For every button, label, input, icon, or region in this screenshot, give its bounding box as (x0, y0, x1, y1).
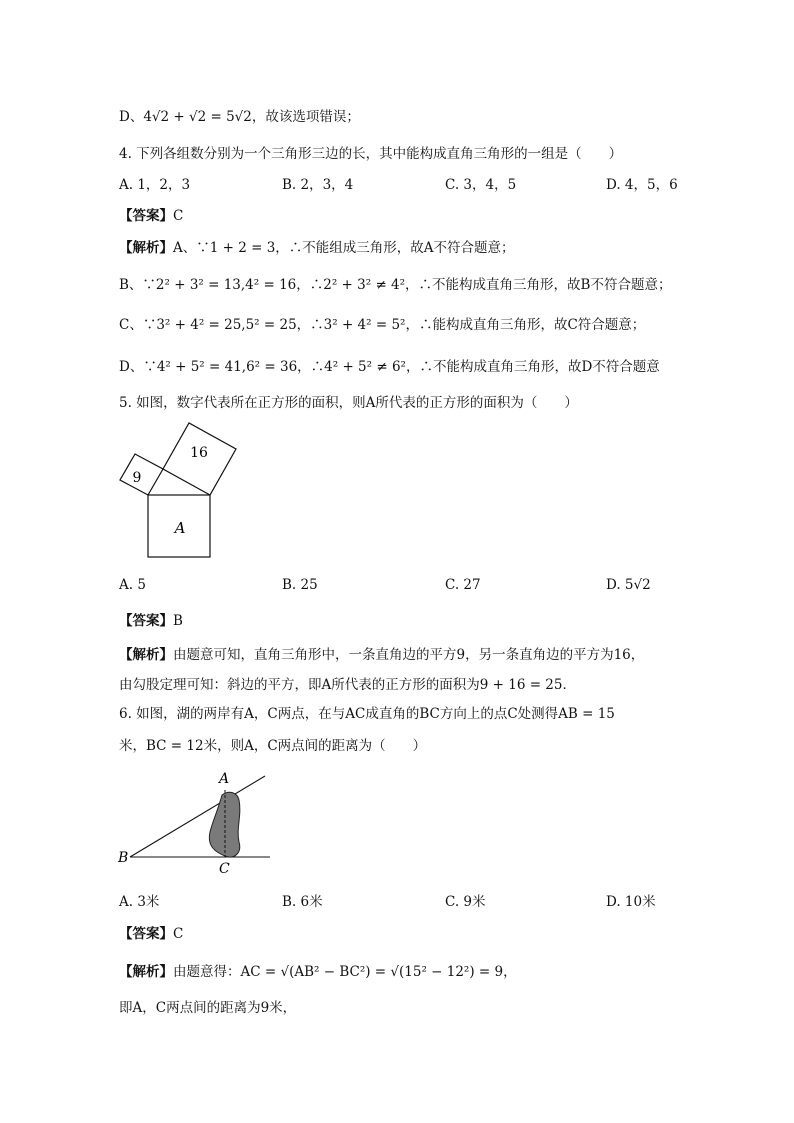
analysis-label: 【解析】 (119, 240, 173, 256)
q5-answer (119, 611, 183, 631)
q4-option-d: D. 4，5，6 (606, 177, 678, 193)
answer-label: 【答案】 (119, 613, 173, 629)
q5-figure (118, 420, 248, 560)
q4-analysis-a: 【解析】A、∵1 + 2 = 3，∴不能组成三角形，故A不符合题意； (119, 240, 515, 256)
square-9 (120, 454, 163, 495)
q6-option-d: D. 10米 (606, 894, 656, 910)
q4-analysis-d: D、∵4² + 5² = 41,6² = 36，∴4² + 5² ≠ 6²，∴不能构成直角三角形，故D不符合题意 (119, 359, 660, 375)
q4-stem: 4. 下列各组数分别为一个三角形三边的长，其中能构成直角三角形的一组是（ ） (119, 146, 623, 162)
q6-option-a: A. 3米 (119, 894, 160, 910)
q6-stem-1: 6. 如图，湖的两岸有A，C两点，在与AC成直角的BC方向上的点C处测得AB = 15 (119, 706, 615, 722)
q6-analysis-2: 即A，C两点间的距离为9米， (119, 1000, 297, 1016)
q5-stem: 5. 如图，数字代表所在正方形的面积，则A所代表的正方形的面积为（ ） (119, 395, 578, 411)
q6-stem-2: 米，BC = 12米，则A，C两点间的距离为（ ） (119, 738, 427, 754)
answer-value: B (173, 613, 183, 629)
q5-option-c: C. 27 (445, 577, 481, 593)
analysis-label: 【解析】 (119, 964, 173, 980)
label-c: C (219, 861, 230, 877)
analysis-label: 【解析】 (119, 647, 173, 663)
q6-option-c: C. 9米 (445, 894, 486, 910)
q5-analysis-2: 由勾股定理可知：斜边的平方，即A所代表的正方形的面积为9 + 16 = 25． (119, 677, 576, 693)
answer-label: 【答案】 (119, 926, 173, 942)
q6-answer (119, 924, 183, 944)
q4-analysis-b: B、∵2² + 3² = 13,4² = 16，∴2² + 3² ≠ 4²，∴不能构成直角三角形，故B不符合题意； (119, 277, 672, 293)
q6-analysis-1: 【解析】由题意得：AC = √(AB² − BC²) = √(15² − 12²) = 9， (119, 964, 517, 980)
q4-option-b: B. 2，3，4 (282, 177, 354, 193)
label-9: 9 (132, 470, 142, 486)
q5-option-a: A. 5 (119, 577, 146, 593)
q4-option-a: A. 1，2，3 (119, 177, 191, 193)
q4-analysis-c: C、∵3² + 4² = 25,5² = 25，∴3² + 4² = 5²，∴能构成直角三角形，故C符合题意； (119, 317, 646, 333)
answer-label: 【答案】 (119, 208, 173, 224)
q5-option-b: B. 25 (282, 577, 318, 593)
label-a: A (219, 771, 230, 787)
q5-analysis-1: 【解析】由题意可知，直角三角形中，一条直角边的平方9，另一条直角边的平方为16， (119, 647, 645, 663)
q4-option-c: C. 3，4，5 (445, 177, 517, 193)
answer-value: C (173, 208, 184, 224)
q6-option-b: B. 6米 (282, 894, 323, 910)
q3-option-d: D、4√2 + √2 = 5√2，故该选项错误； (119, 109, 360, 125)
label-16: 16 (190, 445, 208, 461)
label-b: B (118, 850, 129, 866)
q5-option-d: D. 5√2 (606, 577, 651, 593)
line-ba (130, 776, 265, 857)
q6-figure (115, 770, 275, 880)
answer-value: C (173, 926, 184, 942)
label-a: A (174, 519, 186, 537)
q4-answer (119, 206, 183, 226)
